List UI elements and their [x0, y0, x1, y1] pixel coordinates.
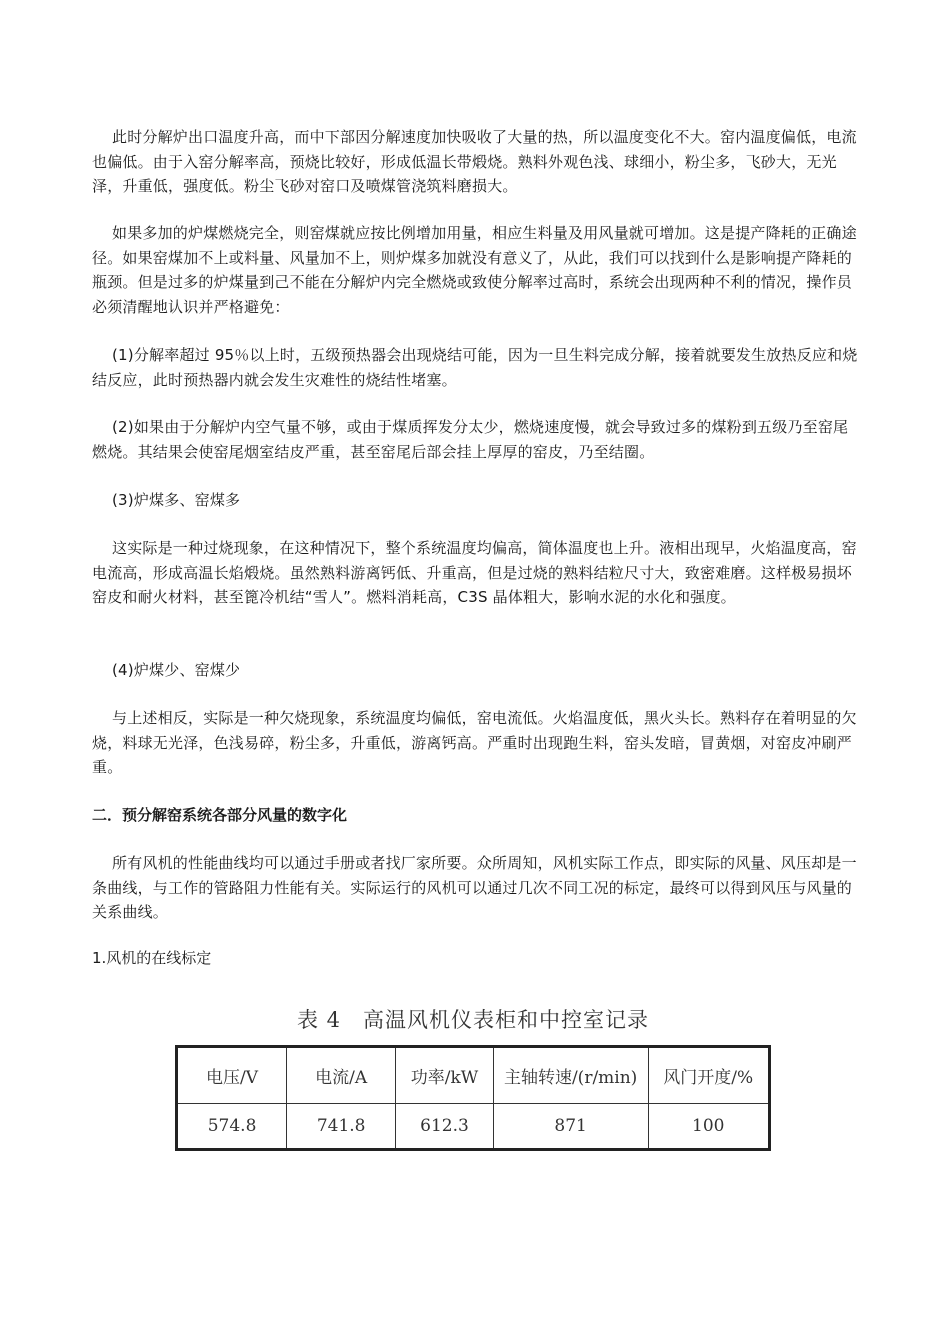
table-caption: 表 4 高温风机仪表柜和中控室记录 — [296, 1008, 650, 1032]
table-header-cell: 风门开度/% — [648, 1047, 770, 1104]
table-cell: 741.8 — [287, 1103, 396, 1149]
table-cell: 612.3 — [396, 1103, 494, 1149]
paragraph-8: 与上述相反，实际是一种欠烧现象，系统温度均偏低，窑电流低。火焰温度低，黑火头长。熟料存在着明显的欠烧，料球无光泽，色浅易碎，粉尘多，升重低，游离钙高。严重时出现跑生料，窑头发暗，冒黄烟，对窑皮冲刷严重。 — [92, 709, 857, 776]
subheading: 1.风机的在线标定 — [92, 949, 212, 967]
paragraph-7: (4)炉煤少、窑煤少 — [112, 661, 241, 679]
table-row — [177, 1103, 770, 1149]
paragraph-6: 这实际是一种过烧现象，在这种情况下，整个系统温度均偏高，简体温度也上升。液相出现早，火焰温度高，窑电流高，形成高温长焰煅烧。虽然熟料游离钙低、升重高，但是过烧的熟料结粒尺寸大，致密难磨。这样极易损坏窑皮和耐火材料，甚至篦冷机结“雪人”。燃料消耗高，C3S 晶体粗大，影响水泥的水化和强度。 — [92, 539, 857, 606]
table-header-cell: 主轴转速/(r/min) — [493, 1047, 648, 1104]
table-cell: 871 — [493, 1103, 648, 1149]
paragraph-1: 此时分解炉出口温度升高，而中下部因分解速度加快吸收了大量的热，所以温度变化不大。窑内温度偏低，电流也偏低。由于入窑分解率高，预烧比较好，形成低温长带煅烧。熟料外观色浅、球细小，粉尘多，飞砂大，无光泽，升重低，强度低。粉尘飞砂对窑口及喷煤管浇筑料磨损大。 — [92, 128, 857, 195]
table-header-cell: 功率/kW — [396, 1047, 494, 1104]
table-cell: 574.8 — [177, 1103, 287, 1149]
table-header-cell: 电压/V — [177, 1047, 287, 1104]
paragraph-4: (2)如果由于分解炉内空气量不够，或由于煤质挥发分太少，燃烧速度慢，就会导致过多的煤粉到五级乃至窑尾燃烧。其结果会使窑尾烟室结皮严重，甚至窑尾后部会挂上厚厚的窑皮，乃至结圈。 — [92, 418, 849, 461]
paragraph-3: (1)分解率超过 95％以上时，五级预热器会出现烧结可能，因为一旦生料完成分解，接着就要发生放热反应和烧结反应，此时预热器内就会发生灾难性的烧结性堵塞。 — [92, 346, 858, 389]
table-cell: 100 — [648, 1103, 770, 1149]
paragraph-2: 如果多加的炉煤燃烧完全，则窑煤就应按比例增加用量，相应生料量及用风量就可增加。这是提产降耗的正确途径。如果窑煤加不上或料量、风量加不上，则炉煤多加就没有意义了，从此，我们可以找到什么是影响提产降耗的瓶颈。但是过多的炉煤量到己不能在分解炉内完全燃烧或致使分解率过高时，系统会出现两种不利的情况，操作员必须清醒地认识并严格避免： — [92, 224, 857, 316]
table-header-row — [177, 1047, 770, 1104]
paragraph-5: (3)炉煤多、窑煤多 — [112, 491, 241, 509]
section-heading: 二．预分解窑系统各部分风量的数字化 — [92, 806, 348, 824]
table-header-cell: 电流/A — [287, 1047, 396, 1104]
data-table — [175, 1045, 771, 1151]
section-paragraph: 所有风机的性能曲线均可以通过手册或者找厂家所要。众所周知，风机实际工作点，即实际的风量、风压却是一条曲线，与工作的管路阻力性能有关。实际运行的风机可以通过几次不同工况的标定，最终可以得到风压与风量的关系曲线。 — [92, 854, 857, 921]
